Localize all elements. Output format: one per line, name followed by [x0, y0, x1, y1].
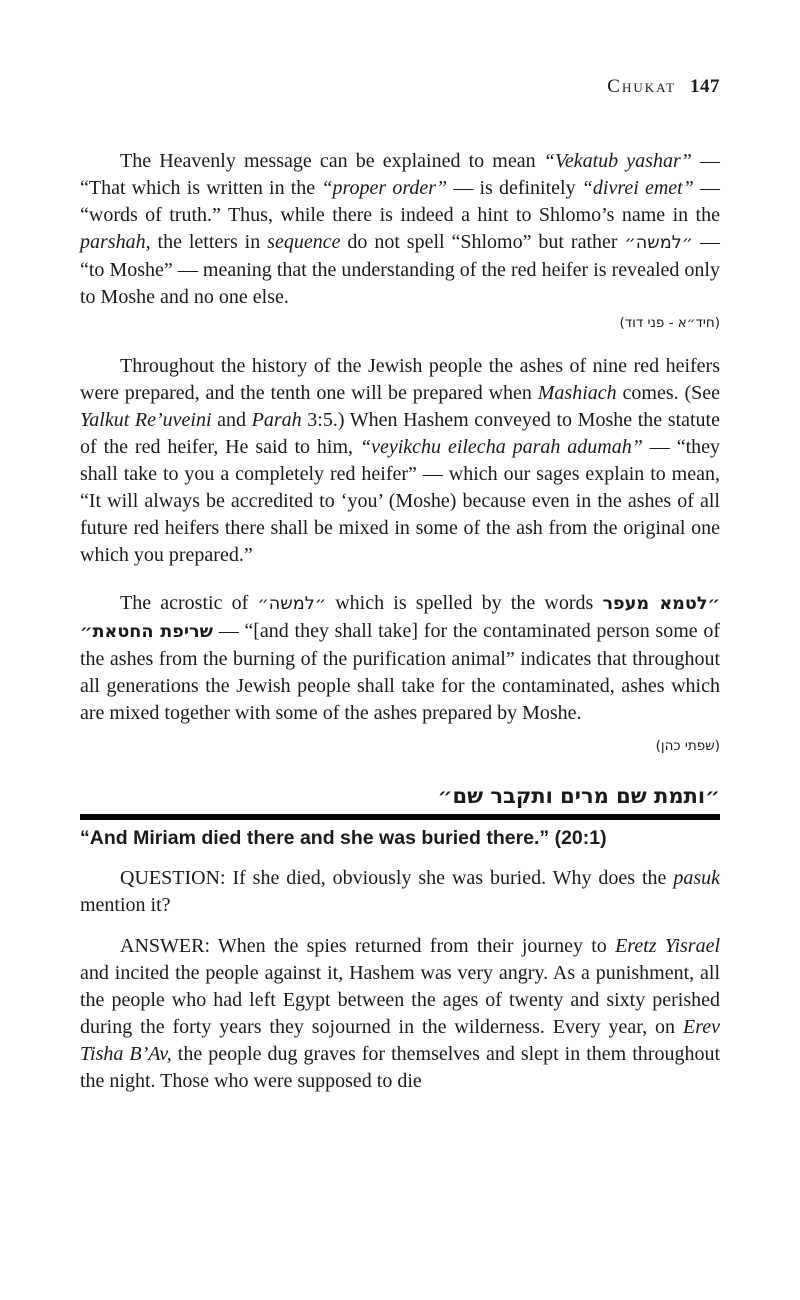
text-column	[80, 0, 720, 1095]
body-paragraph-heavenly-message: The Heavenly message can be explained to mean “Vekatub yashar” — “That which is written in the “proper order” — is definitely “divrei emet” — “words of truth.” Thus, while there is indeed a hint to Shlomo’s name in the parshah, the letters in sequence do not spell “Shlomo” but rather ״למשה״ — “to Moshe” — meaning that the understanding of the red heifer is revealed only to Moshe and no one else.	[80, 150, 721, 308]
question-paragraph: QUESTION: If she died, obviously she was buried. Why does the pasuk mention it?	[80, 867, 720, 916]
section-heading-english: “And Miriam died there and she was buried there.” (20:1)	[80, 827, 607, 849]
page-number: 147	[690, 76, 720, 97]
answer-paragraph: ANSWER: When the spies returned from their journey to Eretz Yisrael and incited the people against it, Hashem was very angry. As a punishment, all the people who had left Egypt between the ages of twenty and sixty perished during the forty years they sojourned in the wilderness. Every year, on Erev Tisha B’Av, the people dug graves for themselves and slept in them throughout the night. Those who were supposed to die	[80, 935, 721, 1092]
section-divider-bar	[80, 814, 720, 820]
section-heading	[80, 783, 720, 851]
source-citation-siftei-kohen: (שפתי כהן)	[655, 738, 720, 754]
body-paragraph-acrostic: The acrostic of ״למשה״ which is spelled by the words ״לטמא מעפר שריפת החטאת״ — “[and they shall take] for the contaminated person some of the ashes from the burning of the purification animal” indicates that throughout all generations the Jewish people shall take for the contaminated, ashes which are mixed together with some of the ashes prepared by Moshe.	[80, 592, 720, 724]
running-header	[80, 76, 720, 98]
source-citation-chida-pnei-david: (חיד״א - פני דוד)	[619, 315, 720, 331]
body-paragraph-nine-heifers: Throughout the history of the Jewish people the ashes of nine red heifers were prepared, and the tenth one will be prepared when Mashiach comes. (See Yalkut Re’uveini and Parah 3:5.) When Hashem conveyed to Moshe the statute of the red heifer, He said to him, “veyikchu eilecha parah adumah” — “they shall take to you a completely red heifer” — which our sages explain to mean, “It will always be accredited to ‘you’ (Moshe) because even in the ashes of all future red heifers there shall be mixed in some of the ash from the original one which you prepared.”	[80, 355, 721, 566]
section-heading-hebrew: ״ותמת שם מרים ותקבר שם״	[437, 784, 720, 808]
chapter-title: Chukat	[607, 76, 676, 97]
